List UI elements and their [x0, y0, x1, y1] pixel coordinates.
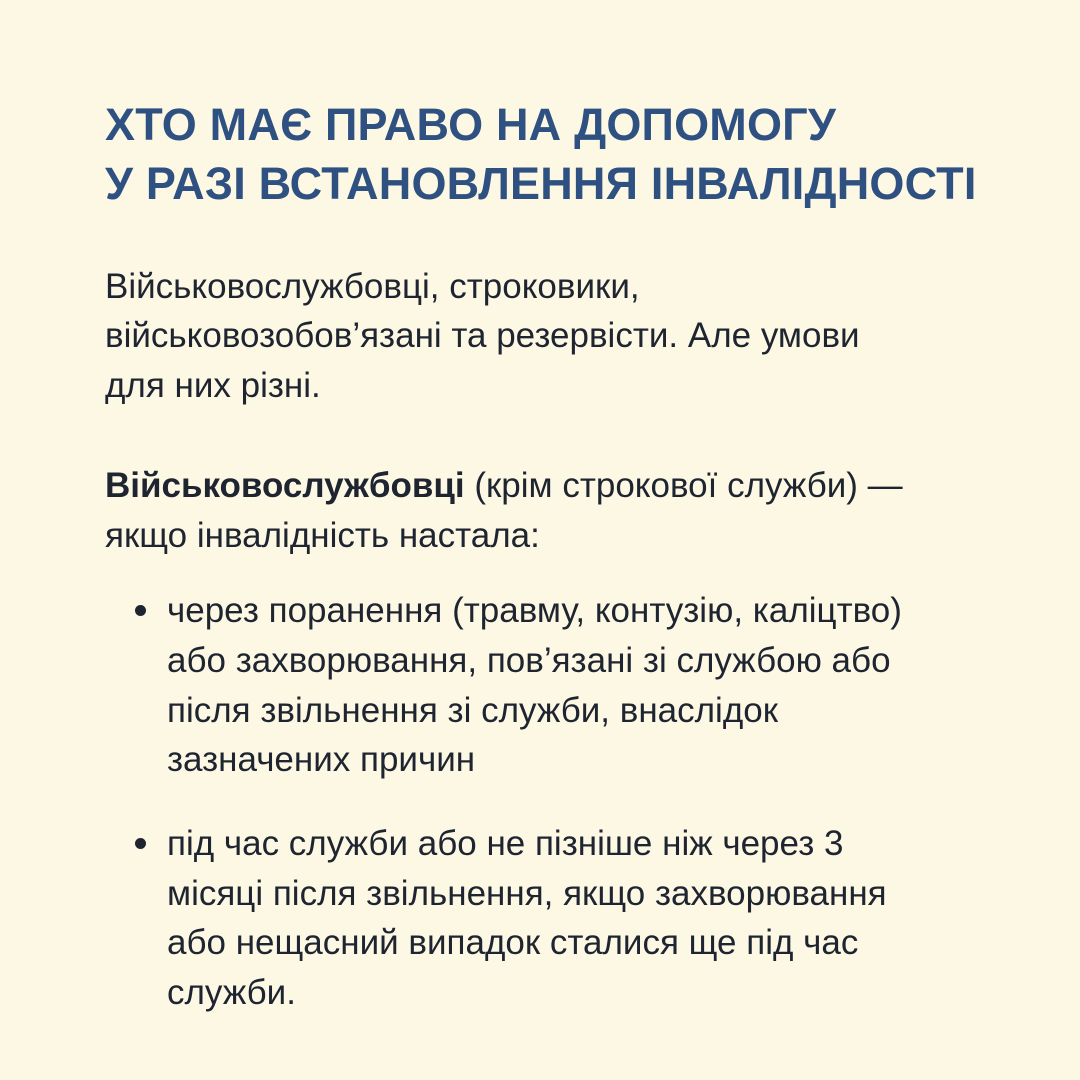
page-title-line-2: У РАЗІ ВСТАНОВЛЕННЯ ІНВАЛІДНОСТІ: [105, 158, 977, 210]
intro-line-3: для них різні.: [105, 366, 321, 406]
intro-line-2: військовозобов’язані та резервісти. Але умови: [105, 316, 860, 356]
conditions-list: [105, 586, 980, 1018]
lead-in-line-1: [105, 466, 903, 505]
list-item-2-line-1: під час служби або не пізніше ніж через 3: [167, 823, 844, 863]
list-item: [105, 586, 980, 785]
page-title-line-1: ХТО МАЄ ПРАВО НА ДОПОМОГУ: [105, 99, 837, 150]
list-item-text: [167, 586, 980, 785]
bullet-dot-icon: [135, 605, 146, 616]
lead-in-bold-term: Військовослужбовці: [105, 465, 465, 505]
lead-in-rest: (крім строкової служби) —: [464, 465, 903, 505]
list-item-1-line-3: після звільнення зі служби, внаслідок: [167, 690, 779, 730]
list-item-text: [167, 819, 980, 1018]
list-item-2-line-4: служби.: [167, 973, 296, 1013]
list-item-1-line-4: зазначених причин: [167, 740, 476, 780]
list-item-1-line-2: або захворювання, пов’язані зі службою або: [167, 640, 891, 680]
bullet-dot-icon: [135, 838, 146, 849]
intro-line-1: Військовослужбовці, строковики,: [105, 266, 640, 306]
lead-in-paragraph: [105, 461, 965, 560]
list-item-1-line-1: через поранення (травму, контузію, каліцтво): [167, 591, 902, 631]
page-title: [105, 95, 980, 214]
lead-in-line-2: якщо інвалідність настала:: [105, 515, 540, 555]
intro-paragraph: [105, 262, 945, 411]
list-item: [105, 819, 980, 1018]
list-item-2-line-2: місяці після звільнення, якщо захворювання: [167, 873, 887, 913]
list-item-2-line-3: або нещасний випадок сталися ще під час: [167, 923, 859, 963]
